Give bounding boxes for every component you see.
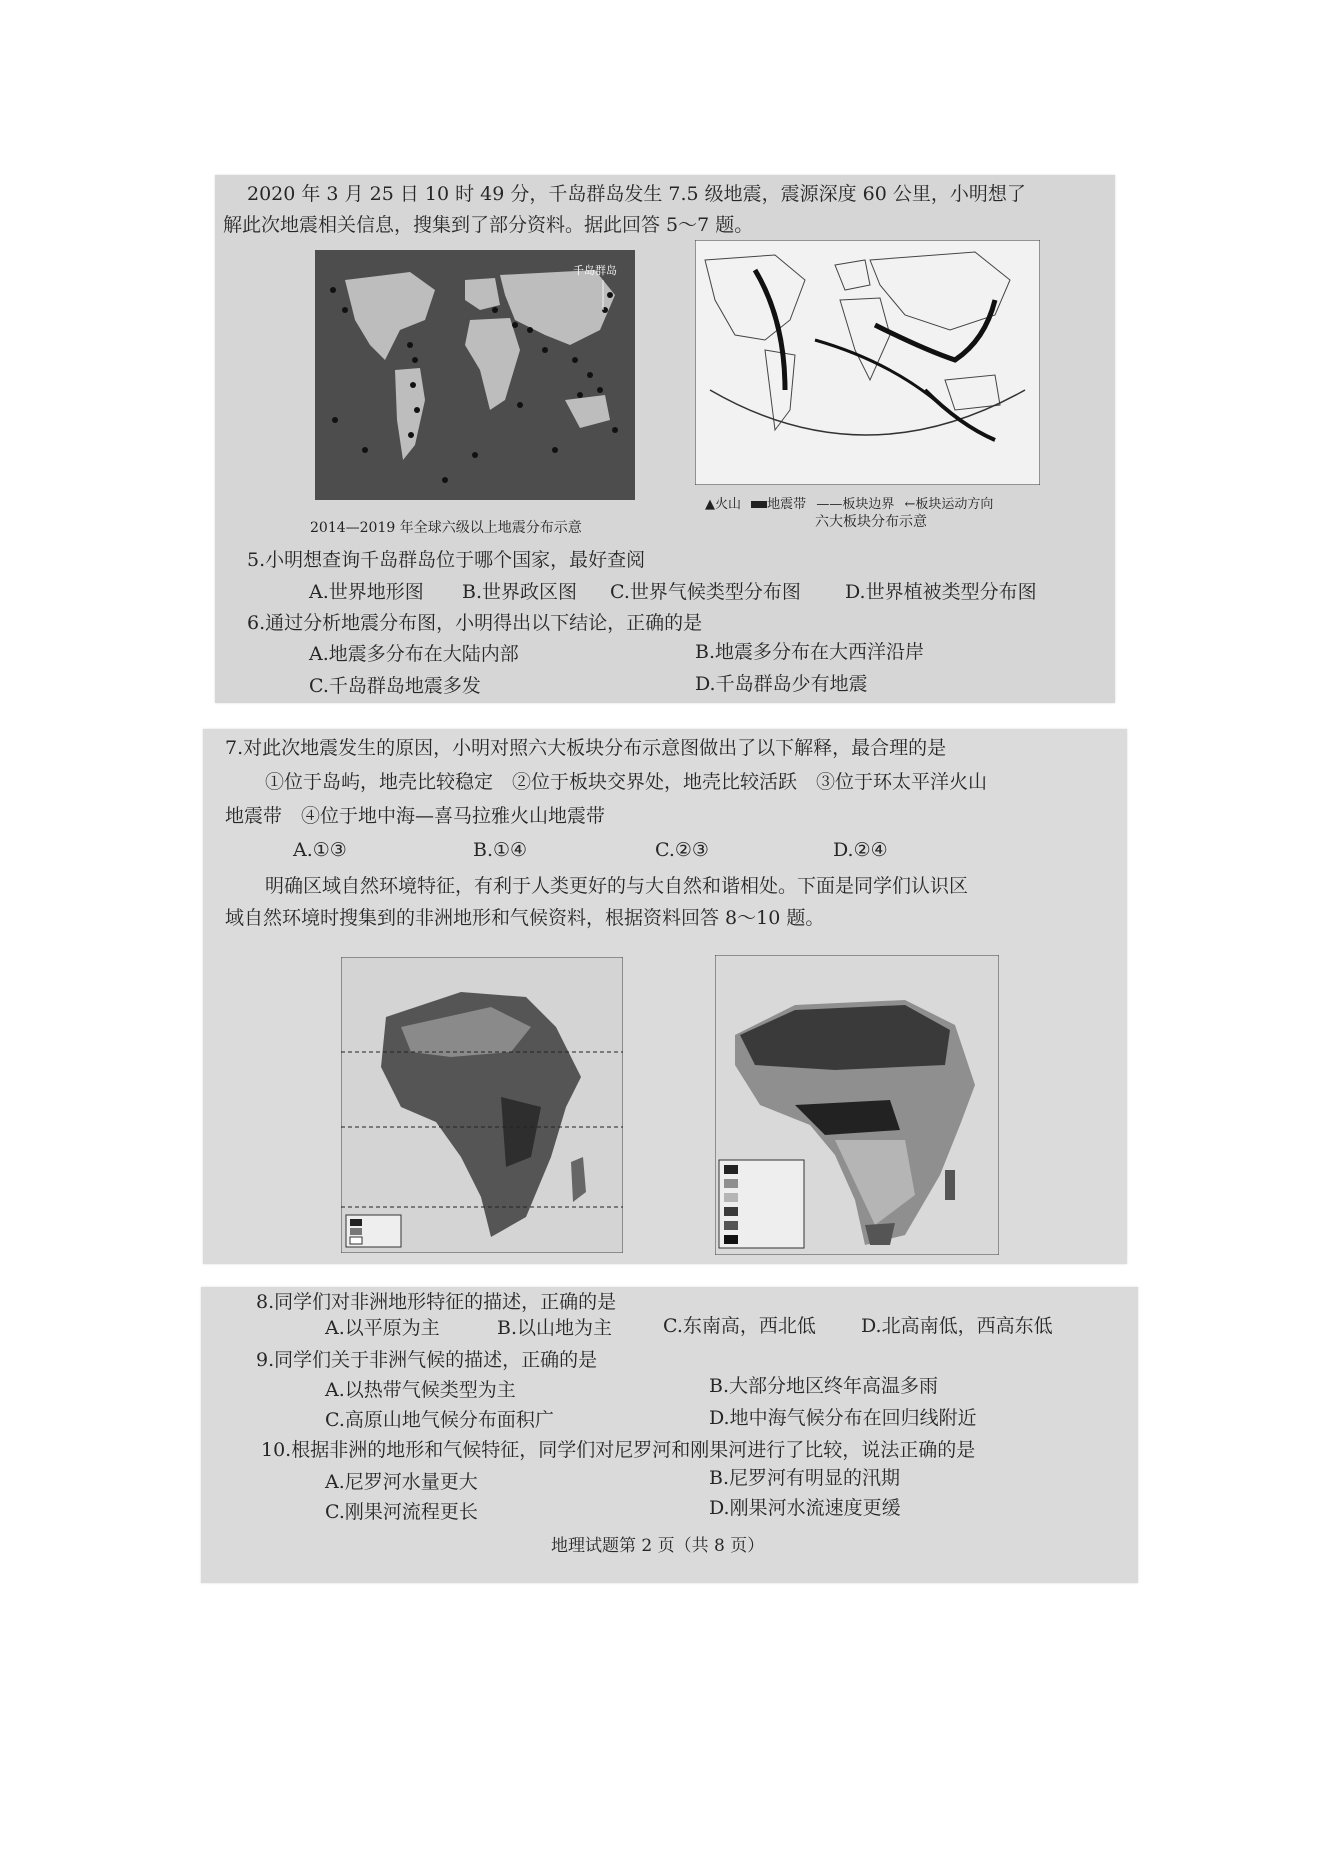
question-sheet-5-7 <box>215 175 1115 703</box>
q6-option-a[interactable]: A.地震多分布在大陆内部 <box>309 643 519 665</box>
q7-statements-line2: 地震带 ④位于地中海—喜马拉雅火山地震带 <box>225 805 606 827</box>
q9-option-d[interactable]: D.地中海气候分布在回归线附近 <box>709 1407 977 1429</box>
q10-option-c[interactable]: C.刚果河流程更长 <box>325 1501 478 1523</box>
q5-option-a[interactable]: A.世界地形图 <box>309 581 424 603</box>
page-footer: 地理试题第 2 页（共 8 页） <box>551 1536 765 1556</box>
plate-map-legend <box>705 493 993 512</box>
q8-stem: 8.同学们对非洲地形特征的描述，正确的是 <box>256 1291 617 1313</box>
q6-option-d[interactable]: D.千岛群岛少有地震 <box>695 673 868 695</box>
q9-stem: 9.同学们关于非洲气候的描述，正确的是 <box>256 1349 598 1371</box>
q7-option-b[interactable]: B.①④ <box>473 839 528 861</box>
q7-statements-line1: ①位于岛屿，地壳比较稳定 ②位于板块交界处，地壳比较活跃 ③位于环太平洋火山 <box>265 771 988 793</box>
plate-map-caption: 六大板块分布示意 <box>815 514 927 530</box>
q8-option-d[interactable]: D.北高南低，西高东低 <box>861 1315 1053 1337</box>
question-sheet-7-10 <box>203 729 1127 1264</box>
intro-8-10-line2: 域自然环境时搜集到的非洲地形和气候资料，根据资料回答 8～10 题。 <box>225 907 825 929</box>
q6-stem: 6.通过分析地震分布图，小明得出以下结论，正确的是 <box>247 612 703 634</box>
legend-volcano: 火山 <box>715 497 742 512</box>
q10-option-b[interactable]: B.尼罗河有明显的汛期 <box>709 1467 901 1489</box>
q10-option-d[interactable]: D.刚果河水流速度更缓 <box>709 1497 901 1519</box>
q9-option-c[interactable]: C.高原山地气候分布面积广 <box>325 1409 554 1431</box>
q8-option-a[interactable]: A.以平原为主 <box>325 1317 440 1339</box>
six-plates-map <box>695 240 1040 485</box>
intro-5-7-line2: 解此次地震相关信息，搜集到了部分资料。据此回答 5～7 题。 <box>223 214 754 236</box>
earthquake-map-caption: 2014—2019 年全球六级以上地震分布示意 <box>310 520 582 536</box>
q5-option-d[interactable]: D.世界植被类型分布图 <box>845 581 1037 603</box>
q7-option-a[interactable]: A.①③ <box>293 839 347 861</box>
q6-option-c[interactable]: C.千岛群岛地震多发 <box>309 675 481 697</box>
legend-motion: 板块运动方向 <box>915 497 994 512</box>
q9-option-b[interactable]: B.大部分地区终年高温多雨 <box>709 1375 939 1397</box>
q7-option-d[interactable]: D.②④ <box>833 839 888 861</box>
question-sheet-8-10 <box>201 1287 1138 1583</box>
q10-option-a[interactable]: A.尼罗河水量更大 <box>325 1471 478 1493</box>
q9-option-a[interactable]: A.以热带气候类型为主 <box>325 1379 516 1401</box>
q10-stem: 10.根据非洲的地形和气候特征，同学们对尼罗河和刚果河进行了比较，说法正确的是 <box>261 1439 976 1461</box>
q6-option-b[interactable]: B.地震多分布在大西洋沿岸 <box>695 641 925 663</box>
kuril-islands-label: 千岛群岛 <box>573 264 617 277</box>
q8-option-b[interactable]: B.以山地为主 <box>497 1317 613 1339</box>
q5-option-b[interactable]: B.世界政区图 <box>462 581 578 603</box>
africa-climate-map <box>715 955 999 1255</box>
intro-8-10-line1: 明确区域自然环境特征，有利于人类更好的与大自然和谐相处。下面是同学们认识区 <box>265 875 969 897</box>
volcano-icon: ▲ <box>705 497 715 512</box>
earthquake-distribution-map <box>315 250 635 500</box>
quake-belt-icon <box>751 501 767 508</box>
africa-terrain-map <box>341 957 623 1253</box>
q7-stem: 7.对此次地震发生的原因，小明对照六大板块分布示意图做出了以下解释，最合理的是 <box>225 737 947 759</box>
legend-boundary: 板块边界 <box>842 497 895 512</box>
q5-stem: 5.小明想查询千岛群岛位于哪个国家，最好查阅 <box>247 549 646 571</box>
q8-option-c[interactable]: C.东南高，西北低 <box>663 1315 816 1337</box>
q7-option-c[interactable]: C.②③ <box>655 839 709 861</box>
boundary-line-icon: —— <box>816 497 843 512</box>
intro-5-7-line1: 2020 年 3 月 25 日 10 时 49 分，千岛群岛发生 7.5 级地震，震源深度 60 公里，小明想了 <box>247 183 1026 205</box>
q5-option-c[interactable]: C.世界气候类型分布图 <box>610 581 801 603</box>
motion-arrow-icon: ← <box>904 497 916 512</box>
legend-quake-belt: 地震带 <box>767 497 807 512</box>
